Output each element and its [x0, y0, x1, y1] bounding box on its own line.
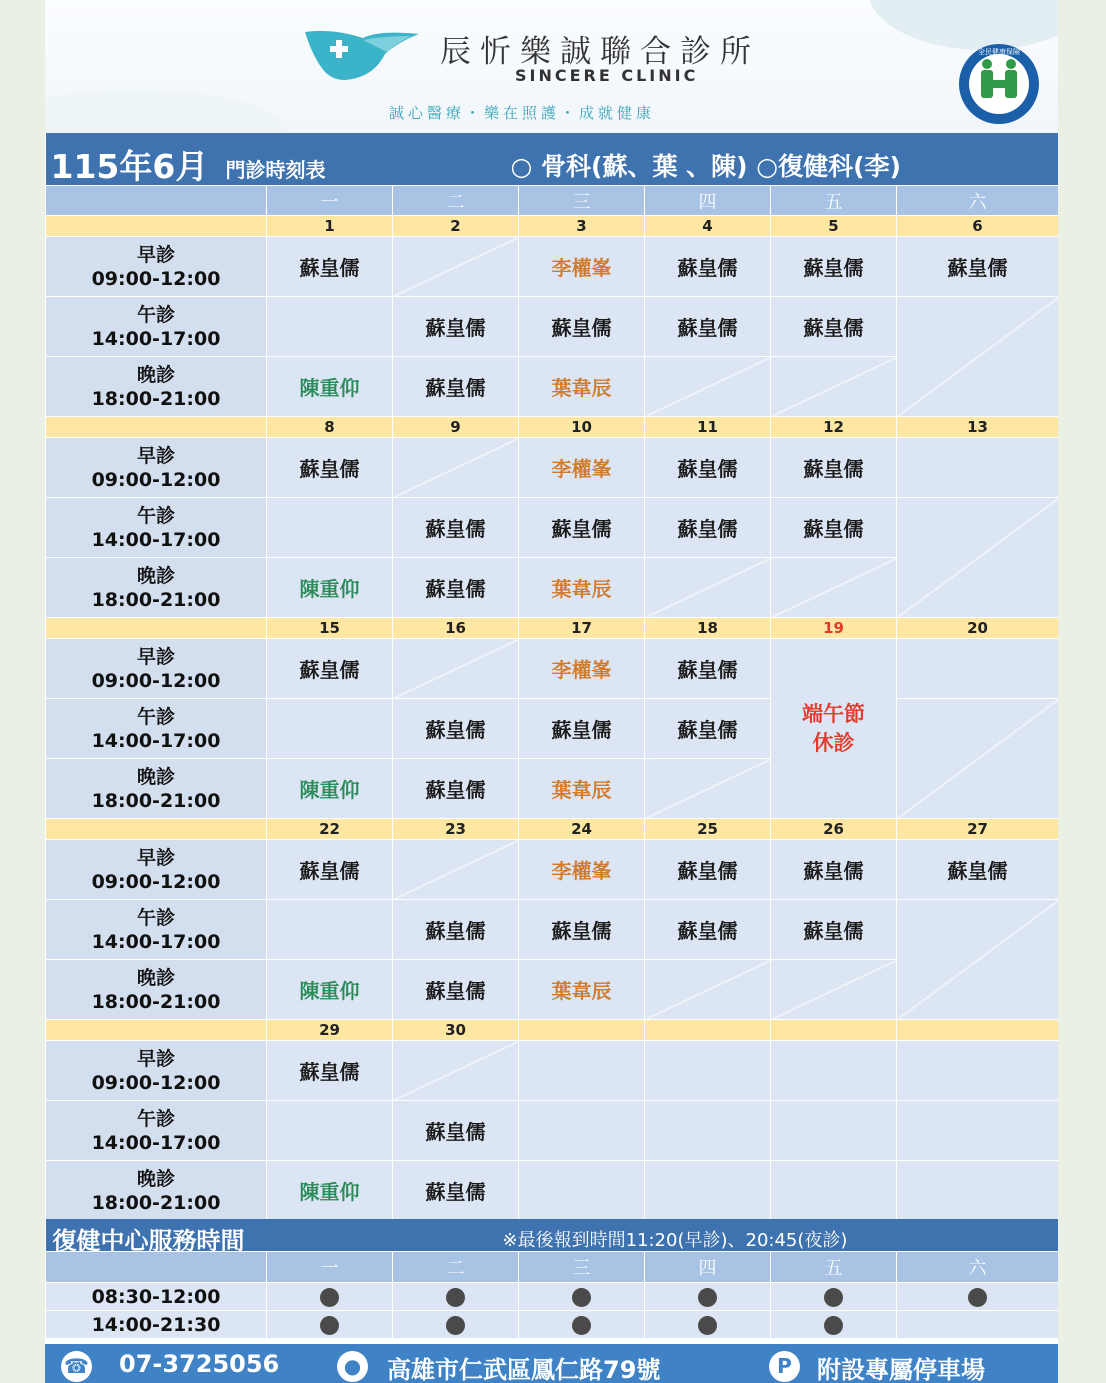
date-cell: 15 [267, 618, 393, 639]
date-cell: 9 [393, 417, 519, 438]
doctor-name-ye: 葉韋辰 [551, 577, 612, 601]
holiday-note-line1: 端午節 [802, 701, 865, 726]
doctor-cell [519, 699, 645, 759]
doctor-cell [771, 900, 897, 960]
slot-name: 早診 [136, 444, 175, 467]
empty-cell [771, 1101, 897, 1161]
doctor-name-su: 蘇皇儒 [677, 316, 738, 340]
date-cell [897, 1020, 1059, 1041]
weekday-header-row [46, 186, 1059, 216]
date-cell: 3 [519, 216, 645, 237]
doctor-cell [267, 840, 393, 900]
location-pin-icon: ● [337, 1351, 368, 1382]
empty-cell [897, 1041, 1059, 1101]
doctor-cell [771, 840, 897, 900]
slot-name: 早診 [136, 243, 175, 266]
clinic-schedule-table [45, 133, 1058, 1221]
slot-label-evening [46, 1161, 267, 1221]
rehab-time-afternoon: 14:00-21:30 [46, 1311, 267, 1339]
date-cell: 19 [771, 618, 897, 639]
date-row-spacer [46, 1020, 267, 1041]
closed-cell [645, 759, 771, 819]
slot-name: 早診 [136, 846, 175, 869]
slot-name: 晚診 [136, 1167, 175, 1190]
doctor-name-ye: 葉韋辰 [551, 979, 612, 1003]
weekday-mon: 一 [267, 186, 393, 216]
date-row [46, 819, 1059, 840]
slot-label-morning [46, 840, 267, 900]
doctor-cell [267, 1161, 393, 1221]
doctor-name-su: 蘇皇儒 [803, 457, 864, 481]
doctor-cell [393, 759, 519, 819]
doctor-name-su: 蘇皇儒 [425, 376, 486, 400]
rehab-title-row [46, 1219, 1059, 1252]
slot-time: 14:00-17:00 [91, 528, 221, 551]
slot-row-morning [46, 840, 1059, 900]
nhi-badge-label: 全民健康保險 [978, 48, 1020, 56]
doctor-cell [771, 297, 897, 357]
slot-name: 晚診 [136, 966, 175, 989]
doctor-name-chen: 陳重仰 [299, 778, 360, 802]
doctor-cell [519, 900, 645, 960]
doctor-name-su: 蘇皇儒 [425, 919, 486, 943]
clinic-header [45, 0, 1058, 133]
date-cell: 18 [645, 618, 771, 639]
date-cell: 24 [519, 819, 645, 840]
open-dot-icon [572, 1316, 591, 1335]
slot-row-evening [46, 1161, 1059, 1221]
doctor-name-su: 蘇皇儒 [299, 1060, 360, 1084]
doctor-cell [519, 438, 645, 498]
empty-cell [897, 1101, 1059, 1161]
doctor-name-su: 蘇皇儒 [947, 859, 1008, 883]
empty-cell [771, 1161, 897, 1221]
doctor-name-su: 蘇皇儒 [551, 316, 612, 340]
doctor-cell [267, 558, 393, 618]
slot-row-morning [46, 1041, 1059, 1101]
empty-cell [645, 1101, 771, 1161]
slot-name: 晚診 [136, 564, 175, 587]
doctor-name-su: 蘇皇儒 [947, 256, 1008, 280]
doctor-cell [645, 498, 771, 558]
date-row [46, 618, 1059, 639]
rehab-checkin-note: ※最後報到時間11:20(早診)、20:45(夜診) [502, 1230, 848, 1251]
doctor-cell [267, 960, 393, 1020]
contact-footer [45, 1344, 1058, 1383]
phone-icon: ☎ [61, 1351, 92, 1382]
date-cell: 23 [393, 819, 519, 840]
slot-time: 09:00-12:00 [91, 267, 221, 290]
weekday-tue: 二 [393, 186, 519, 216]
open-dot-icon [698, 1316, 717, 1335]
slot-row-morning [46, 237, 1059, 297]
slot-name: 早診 [136, 645, 175, 668]
doctor-cell [897, 237, 1059, 297]
doctor-name-li: 李權峯 [551, 658, 612, 682]
open-dot-icon [572, 1288, 591, 1307]
slot-label-evening [46, 558, 267, 618]
doctor-name-su: 蘇皇儒 [425, 1120, 486, 1144]
doctor-cell [393, 558, 519, 618]
open-dot-icon [320, 1316, 339, 1335]
doctor-cell [267, 1041, 393, 1101]
clinic-name-en: SINCERE CLINIC [515, 66, 699, 85]
rehab-weekday-fri: 五 [771, 1252, 897, 1283]
clinic-logo-icon [303, 28, 423, 84]
slot-time: 14:00-17:00 [91, 729, 221, 752]
rehab-weekday-thu: 四 [645, 1252, 771, 1283]
slot-time: 14:00-17:00 [91, 1131, 221, 1154]
slot-row-afternoon [46, 699, 1059, 759]
closed-cell [645, 357, 771, 417]
doctor-cell [771, 237, 897, 297]
slot-time: 14:00-17:00 [91, 327, 221, 350]
slot-label-evening [46, 960, 267, 1020]
doctor-name-su: 蘇皇儒 [677, 859, 738, 883]
doctor-name-su: 蘇皇儒 [425, 718, 486, 742]
doctor-cell [393, 699, 519, 759]
doctor-name-su: 蘇皇儒 [803, 859, 864, 883]
slot-label-morning [46, 237, 267, 297]
closed-cell [393, 840, 519, 900]
empty-cell [645, 1161, 771, 1221]
date-cell [519, 1020, 645, 1041]
doctor-cell [393, 1161, 519, 1221]
doctor-cell [519, 237, 645, 297]
doctor-cell [645, 438, 771, 498]
slot-label-afternoon [46, 699, 267, 759]
slot-name: 午診 [136, 906, 175, 929]
doctor-cell [519, 558, 645, 618]
doctor-name-su: 蘇皇儒 [803, 919, 864, 943]
doctor-name-su: 蘇皇儒 [803, 256, 864, 280]
closed-cell [645, 960, 771, 1020]
slot-time: 18:00-21:00 [91, 990, 221, 1013]
empty-cell [267, 297, 393, 357]
slot-label-evening [46, 357, 267, 417]
doctor-cell [519, 639, 645, 699]
date-cell: 16 [393, 618, 519, 639]
rehab-weekday-row [46, 1252, 1059, 1283]
footer-address[interactable]: 高雄市仁武區鳳仁路79號 [387, 1356, 661, 1383]
slot-label-morning [46, 438, 267, 498]
doctor-name-su: 蘇皇儒 [803, 517, 864, 541]
date-cell: 20 [897, 618, 1059, 639]
date-cell: 4 [645, 216, 771, 237]
clinic-slogan: 誠心醫療・樂在照護・成就健康 [389, 104, 656, 122]
schedule-subtitle: 門診時刻表 [225, 158, 326, 182]
open-dot-icon [446, 1316, 465, 1335]
slot-time: 18:00-21:00 [91, 588, 221, 611]
doctor-name-su: 蘇皇儒 [677, 658, 738, 682]
date-cell [645, 1020, 771, 1041]
slot-row-afternoon [46, 297, 1059, 357]
rehab-title: 復健中心服務時間 [52, 1227, 245, 1255]
doctor-cell [645, 297, 771, 357]
doctor-name-chen: 陳重仰 [299, 979, 360, 1003]
slot-label-evening [46, 759, 267, 819]
doctor-name-su: 蘇皇儒 [299, 457, 360, 481]
empty-cell [519, 1041, 645, 1101]
date-cell: 2 [393, 216, 519, 237]
doctor-cell [645, 900, 771, 960]
date-cell: 5 [771, 216, 897, 237]
date-cell: 30 [393, 1020, 519, 1041]
slot-label-afternoon [46, 900, 267, 960]
closed-cell [771, 357, 897, 417]
slot-label-afternoon [46, 297, 267, 357]
date-cell: 13 [897, 417, 1059, 438]
empty-cell [645, 1041, 771, 1101]
date-row [46, 1020, 1059, 1041]
closed-cell [645, 558, 771, 618]
slot-label-afternoon [46, 1101, 267, 1161]
date-cell: 22 [267, 819, 393, 840]
doctor-cell [393, 900, 519, 960]
slot-label-afternoon [46, 498, 267, 558]
holiday-note-line2: 休診 [812, 730, 855, 755]
empty-cell [519, 1161, 645, 1221]
doctor-cell [645, 237, 771, 297]
schedule-title-row [46, 133, 1059, 186]
slot-time: 09:00-12:00 [91, 870, 221, 893]
slot-time: 09:00-12:00 [91, 1071, 221, 1094]
closed-cell [393, 438, 519, 498]
doctor-cell [393, 297, 519, 357]
rehab-weekday-tue: 二 [393, 1252, 519, 1283]
doctor-cell [267, 759, 393, 819]
slot-time: 09:00-12:00 [91, 468, 221, 491]
doctor-cell [393, 1101, 519, 1161]
doctor-cell [771, 438, 897, 498]
date-row-spacer [46, 417, 267, 438]
schedule-month: 115年6月 [50, 147, 209, 186]
rehab-time-morning: 08:30-12:00 [46, 1283, 267, 1311]
date-cell: 10 [519, 417, 645, 438]
rehab-weekday-wed: 三 [519, 1252, 645, 1283]
slot-label-morning [46, 639, 267, 699]
doctor-cell [267, 438, 393, 498]
empty-cell [897, 639, 1059, 699]
empty-cell [267, 900, 393, 960]
closed-cell [897, 297, 1059, 417]
doctor-name-ye: 葉韋辰 [551, 376, 612, 400]
doctor-cell [519, 498, 645, 558]
footer-phone[interactable]: 07-3725056 [119, 1350, 280, 1378]
date-cell [771, 1020, 897, 1041]
date-row-spacer [46, 216, 267, 237]
doctor-name-su: 蘇皇儒 [299, 256, 360, 280]
slot-row-afternoon [46, 900, 1059, 960]
rehab-weekday-mon: 一 [267, 1252, 393, 1283]
doctor-cell [267, 639, 393, 699]
closed-cell [897, 1311, 1059, 1339]
empty-cell [267, 1101, 393, 1161]
doctor-name-su: 蘇皇儒 [425, 1180, 486, 1204]
doctor-name-chen: 陳重仰 [299, 577, 360, 601]
slot-row-afternoon [46, 1101, 1059, 1161]
doctor-cell [897, 840, 1059, 900]
footer-parking: 附設專屬停車場 [817, 1356, 985, 1383]
date-row-spacer [46, 819, 267, 840]
slot-time: 09:00-12:00 [91, 669, 221, 692]
doctor-name-su: 蘇皇儒 [677, 919, 738, 943]
date-cell: 27 [897, 819, 1059, 840]
nhi-badge-icon [957, 42, 1041, 126]
slot-label-morning [46, 1041, 267, 1101]
empty-cell [897, 1161, 1059, 1221]
rehab-hours-table [45, 1219, 1058, 1339]
slot-name: 晚診 [136, 765, 175, 788]
doctor-cell [519, 960, 645, 1020]
doctor-name-li: 李權峯 [551, 457, 612, 481]
doctor-name-li: 李權峯 [551, 859, 612, 883]
doctor-name-su: 蘇皇儒 [803, 316, 864, 340]
slot-time: 14:00-17:00 [91, 930, 221, 953]
empty-cell [897, 438, 1059, 498]
doctor-name-li: 李權峯 [551, 256, 612, 280]
date-row [46, 216, 1059, 237]
doctor-cell [645, 699, 771, 759]
date-row-spacer [46, 618, 267, 639]
slot-name: 午診 [136, 303, 175, 326]
closed-cell [897, 900, 1059, 1020]
date-cell: 8 [267, 417, 393, 438]
doctor-name-ye: 葉韋辰 [551, 778, 612, 802]
date-cell: 25 [645, 819, 771, 840]
parking-icon: P [769, 1351, 800, 1382]
doctor-cell [393, 357, 519, 417]
closed-cell [393, 1041, 519, 1101]
open-dot-icon [698, 1288, 717, 1307]
doctor-cell [519, 297, 645, 357]
doctor-name-su: 蘇皇儒 [551, 718, 612, 742]
schedule-poster [45, 0, 1058, 1383]
open-dot-icon [446, 1288, 465, 1307]
date-row [46, 417, 1059, 438]
empty-cell [771, 1041, 897, 1101]
slot-row-morning [46, 438, 1059, 498]
clinic-name: 辰忻樂誠聯合診所 [440, 34, 760, 70]
closed-cell [897, 699, 1059, 819]
slot-row-morning [46, 639, 1059, 699]
slot-name: 早診 [136, 1047, 175, 1070]
doctor-cell [645, 840, 771, 900]
open-dot-icon [824, 1288, 843, 1307]
doctor-cell [519, 357, 645, 417]
schedule-departments: ○ 骨科(蘇、葉 、陳) ○復健科(李) [510, 152, 901, 181]
date-cell: 26 [771, 819, 897, 840]
doctor-cell [393, 498, 519, 558]
weekday-fri: 五 [771, 186, 897, 216]
doctor-name-su: 蘇皇儒 [677, 457, 738, 481]
doctor-cell [267, 357, 393, 417]
doctor-cell [519, 840, 645, 900]
closed-cell [897, 498, 1059, 618]
slot-row-afternoon [46, 498, 1059, 558]
rehab-weekday-sat: 六 [897, 1252, 1059, 1283]
doctor-name-su: 蘇皇儒 [677, 718, 738, 742]
empty-cell [267, 699, 393, 759]
date-cell: 17 [519, 618, 645, 639]
date-cell: 6 [897, 216, 1059, 237]
rehab-row-morning [46, 1283, 1059, 1311]
doctor-name-su: 蘇皇儒 [425, 778, 486, 802]
doctor-name-su: 蘇皇儒 [425, 517, 486, 541]
slot-name: 晚診 [136, 363, 175, 386]
slot-name: 午診 [136, 705, 175, 728]
slot-time: 18:00-21:00 [91, 387, 221, 410]
open-dot-icon [320, 1288, 339, 1307]
date-cell: 1 [267, 216, 393, 237]
doctor-cell [393, 960, 519, 1020]
doctor-name-su: 蘇皇儒 [299, 859, 360, 883]
doctor-cell [267, 237, 393, 297]
rehab-row-afternoon [46, 1311, 1059, 1339]
doctor-cell [771, 498, 897, 558]
doctor-name-su: 蘇皇儒 [677, 256, 738, 280]
doctor-cell [645, 639, 771, 699]
doctor-name-su: 蘇皇儒 [551, 517, 612, 541]
date-cell: 11 [645, 417, 771, 438]
closed-cell [393, 237, 519, 297]
weekday-sat: 六 [897, 186, 1059, 216]
doctor-name-su: 蘇皇儒 [425, 577, 486, 601]
empty-cell [519, 1101, 645, 1161]
open-dot-icon [824, 1316, 843, 1335]
doctor-name-chen: 陳重仰 [299, 376, 360, 400]
doctor-name-su: 蘇皇儒 [551, 919, 612, 943]
empty-cell [267, 498, 393, 558]
closed-cell [393, 639, 519, 699]
slot-name: 午診 [136, 504, 175, 527]
doctor-name-su: 蘇皇儒 [425, 979, 486, 1003]
doctor-name-su: 蘇皇儒 [299, 658, 360, 682]
date-cell: 29 [267, 1020, 393, 1041]
doctor-name-su: 蘇皇儒 [677, 517, 738, 541]
weekday-thu: 四 [645, 186, 771, 216]
closed-cell [771, 960, 897, 1020]
holiday-cell [771, 639, 897, 819]
doctor-name-chen: 陳重仰 [299, 1180, 360, 1204]
open-dot-icon [968, 1288, 987, 1307]
slot-name: 午診 [136, 1107, 175, 1130]
closed-cell [771, 558, 897, 618]
slot-time: 18:00-21:00 [91, 789, 221, 812]
doctor-cell [519, 759, 645, 819]
doctor-name-su: 蘇皇儒 [425, 316, 486, 340]
weekday-wed: 三 [519, 186, 645, 216]
date-cell: 12 [771, 417, 897, 438]
slot-time: 18:00-21:00 [91, 1191, 221, 1214]
